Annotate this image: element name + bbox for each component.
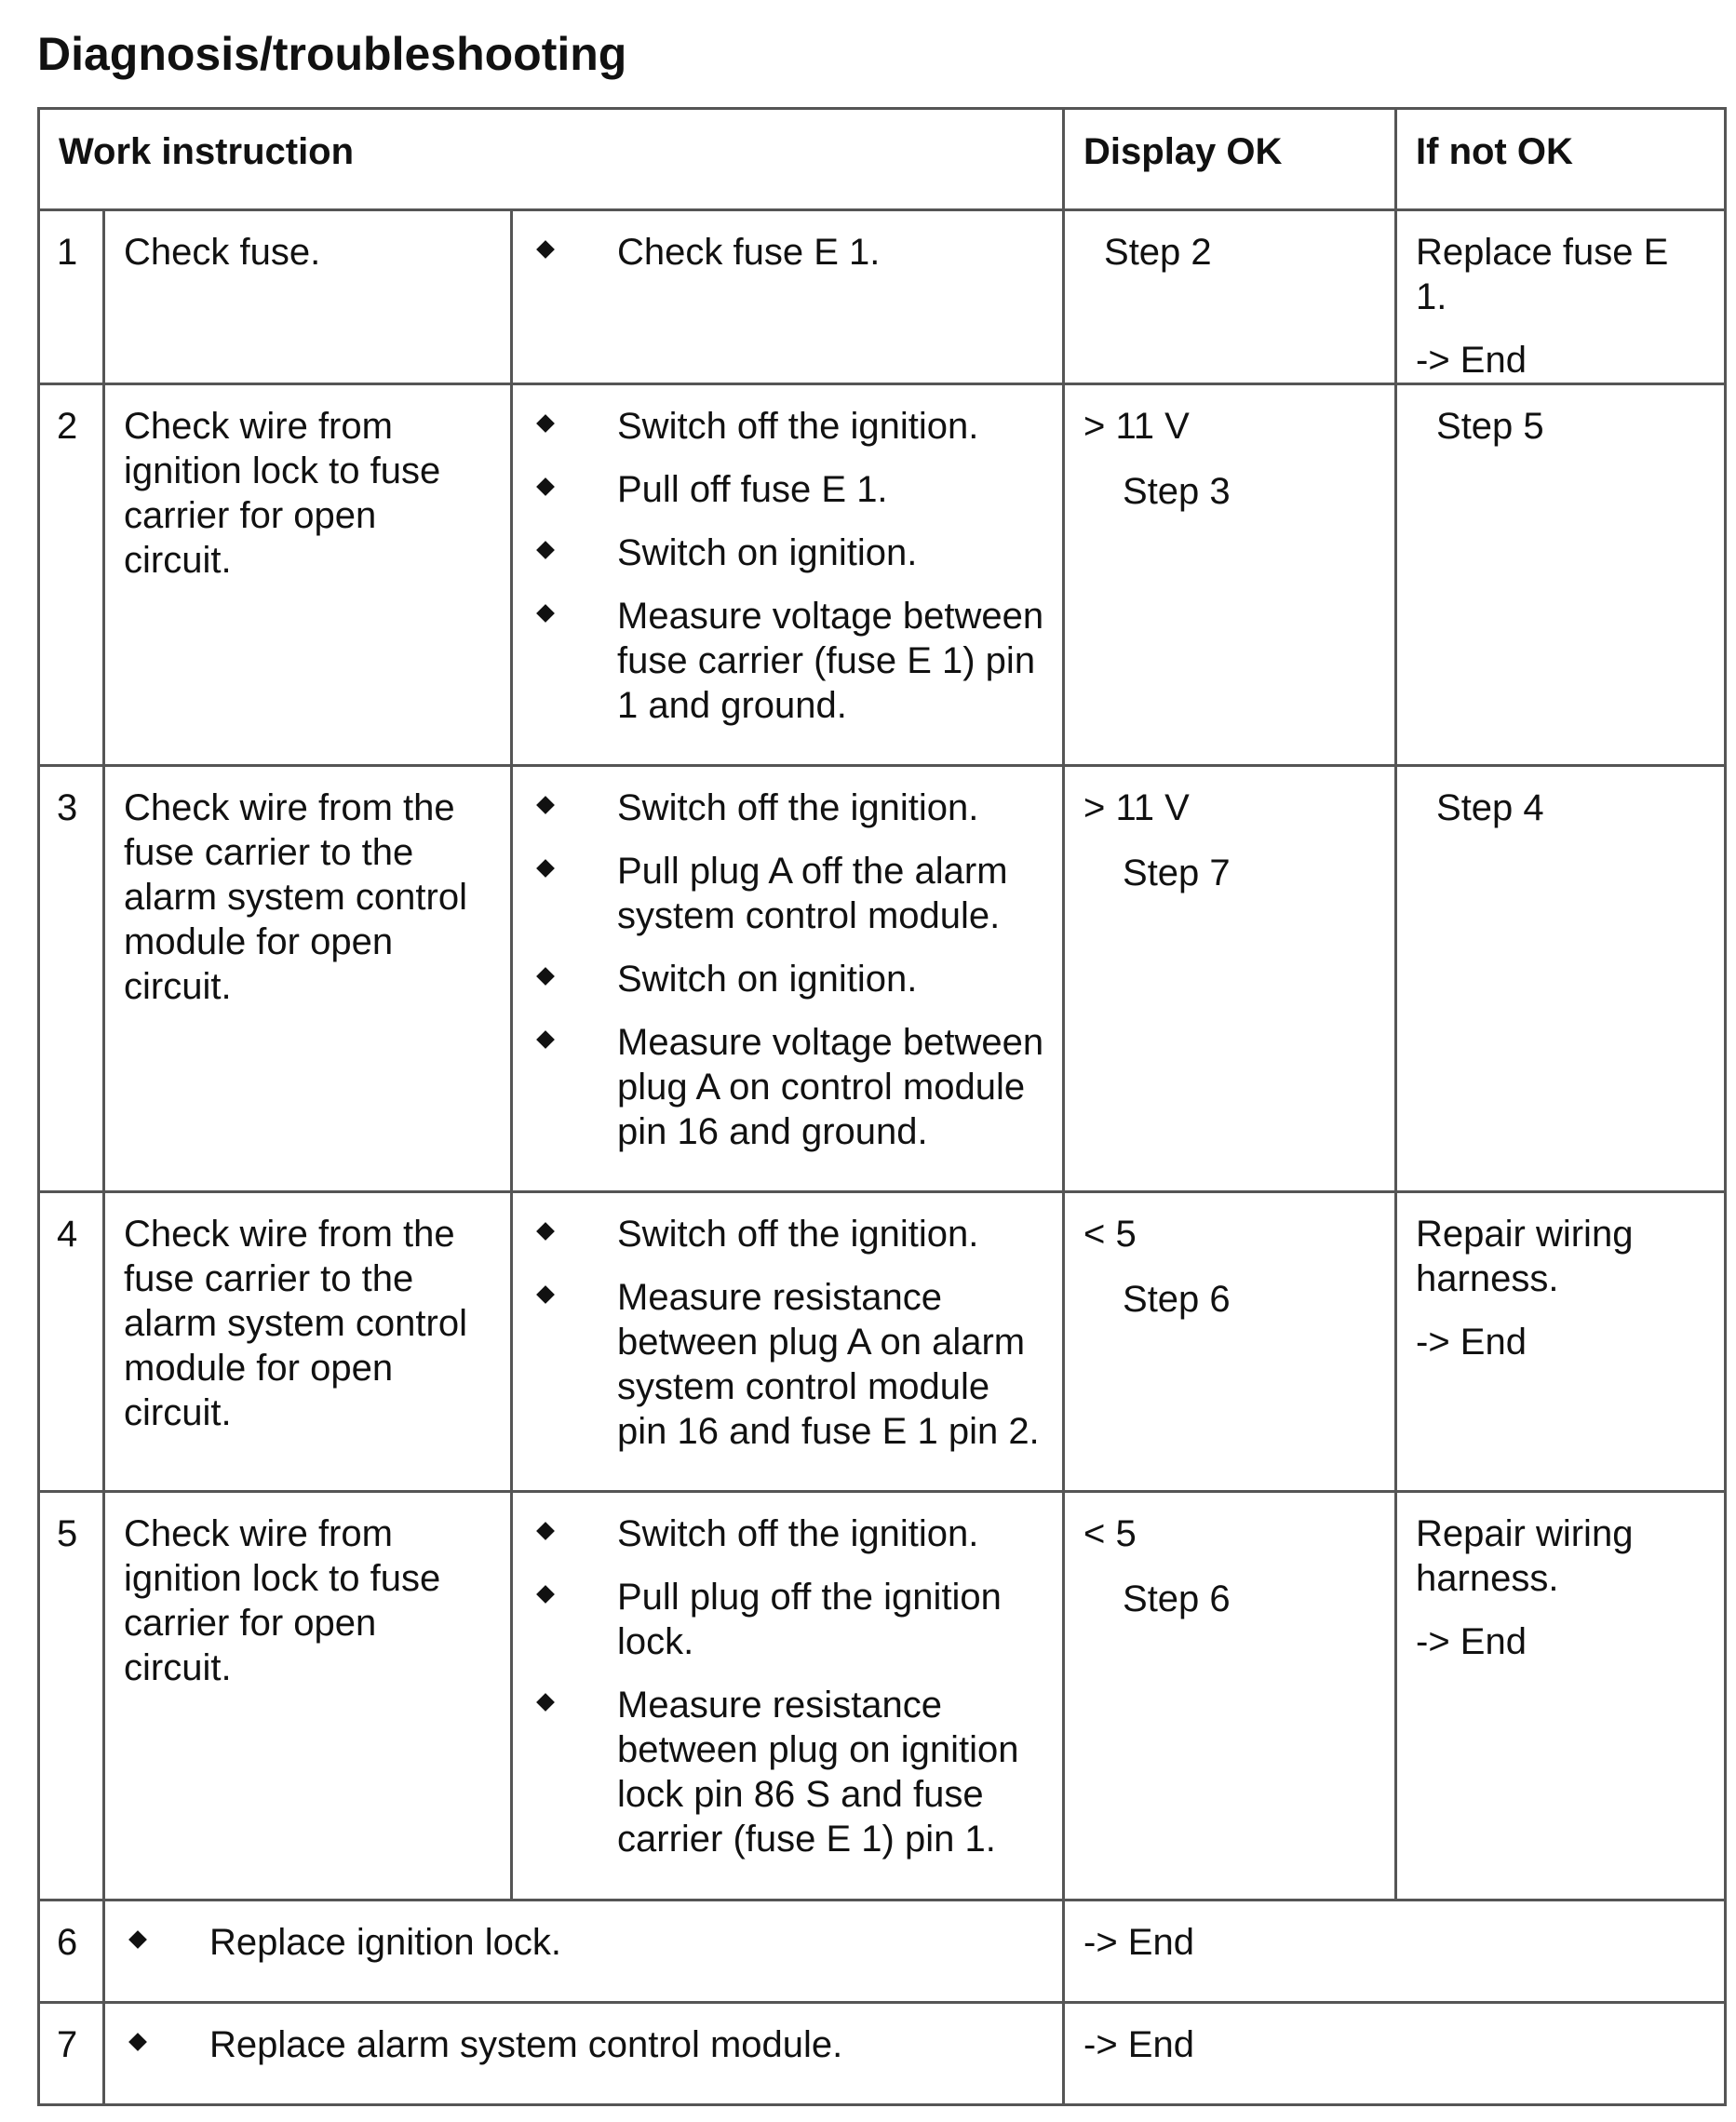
display-ok-step: Step 6 <box>1123 1578 1231 1619</box>
final-instruction <box>104 2003 1064 2105</box>
procedure-step-text: Pull off fuse E 1. <box>617 469 888 510</box>
step-number: 7 <box>39 2003 104 2105</box>
procedure-step-text: Switch off the ignition. <box>617 406 979 447</box>
check-description: Check wire from ignition lock to fuse carrier for open circuit. <box>104 384 512 766</box>
check-description: Check wire from the fuse carrier to the alarm system control module for open circuit. <box>104 1192 512 1492</box>
display-ok-step: Step 3 <box>1123 471 1231 512</box>
procedure-step-text: Switch off the ignition. <box>617 1214 979 1255</box>
procedure-step <box>513 1275 1049 1454</box>
diamond-bullet-icon <box>536 967 555 986</box>
final-result: -> End <box>1064 1900 1726 2003</box>
step-number: 5 <box>39 1492 104 1900</box>
procedure-step-text: Switch on ignition. <box>617 532 918 573</box>
procedure-steps <box>512 210 1064 384</box>
not-ok-action: Replace fuse E 1. <box>1416 232 1669 317</box>
not-ok-action: Repair wiring harness. <box>1416 1214 1634 1299</box>
page-title: Diagnosis/troubleshooting <box>37 28 627 80</box>
display-ok-cell <box>1064 1192 1396 1492</box>
procedure-step <box>513 957 1049 1001</box>
diamond-bullet-icon <box>536 1222 555 1241</box>
procedure-step <box>513 849 1049 938</box>
diamond-bullet-icon <box>128 1930 147 1949</box>
display-ok-cell <box>1064 766 1396 1192</box>
not-ok-step: Step 5 <box>1436 406 1544 447</box>
diamond-bullet-icon <box>536 1522 555 1540</box>
procedure-step <box>513 404 1049 449</box>
diamond-bullet-icon <box>536 541 555 559</box>
step-row <box>39 384 1726 766</box>
step-number: 6 <box>39 1900 104 2003</box>
step-row <box>39 1192 1726 1492</box>
troubleshooting-table <box>37 107 1727 2106</box>
procedure-steps <box>512 1192 1064 1492</box>
step-row <box>39 766 1726 1192</box>
procedure-step <box>513 530 1049 575</box>
if-not-ok-cell <box>1396 766 1726 1192</box>
step-row <box>39 210 1726 384</box>
diamond-bullet-icon <box>536 1285 555 1304</box>
procedure-step-text: Measure voltage between fuse carrier (fuse E 1) pin 1 and ground. <box>617 596 1044 726</box>
if-not-ok-cell <box>1396 1192 1726 1492</box>
step-row <box>39 1492 1726 1900</box>
diamond-bullet-icon <box>536 414 555 433</box>
display-ok-cell <box>1064 1492 1396 1900</box>
header-if-not-ok: If not OK <box>1396 109 1726 210</box>
display-value: > 11 V Step 3 <box>1065 385 1394 514</box>
header-display-ok: Display OK <box>1064 109 1396 210</box>
procedure-step <box>513 1511 1049 1556</box>
final-instruction-text: Replace ignition lock. <box>209 1922 561 1963</box>
not-ok-step: Step 4 <box>1436 787 1544 828</box>
check-description: Check fuse. <box>104 210 512 384</box>
final-instruction <box>104 1900 1064 2003</box>
not-ok-end: -> End <box>1416 1322 1527 1363</box>
header-work-instruction: Work instruction <box>39 109 1064 210</box>
procedure-step <box>513 786 1049 830</box>
procedure-step-text: Check fuse E 1. <box>617 232 881 273</box>
procedure-step-text: Switch on ignition. <box>617 959 918 1000</box>
check-description: Check wire from ignition lock to fuse carrier for open circuit. <box>104 1492 512 1900</box>
final-result: -> End <box>1064 2003 1726 2105</box>
procedure-step <box>513 1212 1049 1256</box>
procedure-step-text: Pull plug off the ignition lock. <box>617 1577 1002 1662</box>
final-step-row <box>39 1900 1726 2003</box>
display-value: > 11 V Step 7 <box>1065 767 1394 895</box>
procedure-step-text: Measure resistance between plug on ignition lock pin 86 S and fuse carrier (fuse E 1) pin 1. <box>617 1685 1019 1860</box>
display-ok-cell <box>1064 210 1396 384</box>
procedure-step <box>513 230 1049 275</box>
diamond-bullet-icon <box>536 1585 555 1604</box>
display-ok-step: Step 7 <box>1123 853 1231 893</box>
diamond-bullet-icon <box>536 1693 555 1712</box>
procedure-step <box>513 1683 1049 1861</box>
diamond-bullet-icon <box>536 1030 555 1049</box>
procedure-step-text: Switch off the ignition. <box>617 1513 979 1554</box>
not-ok-action: Repair wiring harness. <box>1416 1513 1634 1599</box>
procedure-step-text: Measure voltage between plug A on control module pin 16 and ground. <box>617 1022 1044 1152</box>
final-step-row <box>39 2003 1726 2105</box>
display-ok-step: Step 6 <box>1123 1279 1231 1320</box>
display-value: < 5 Step 6 <box>1065 1193 1394 1322</box>
procedure-step <box>513 1575 1049 1664</box>
diamond-bullet-icon <box>536 796 555 814</box>
display-ok-step: Step 2 <box>1104 232 1212 273</box>
if-not-ok-cell <box>1396 1492 1726 1900</box>
procedure-steps <box>512 384 1064 766</box>
procedure-step-text: Switch off the ignition. <box>617 787 979 828</box>
diamond-bullet-icon <box>128 2033 147 2051</box>
step-number: 2 <box>39 384 104 766</box>
step-number: 3 <box>39 766 104 1192</box>
final-instruction-text: Replace alarm system control module. <box>209 2024 843 2065</box>
procedure-step-text: Pull plug A off the alarm system control module. <box>617 851 1008 936</box>
diamond-bullet-icon <box>536 604 555 623</box>
procedure-step-text: Measure resistance between plug A on alarm system control module pin 16 and fuse E 1 pin 2. <box>617 1277 1040 1452</box>
not-ok-end: -> End <box>1416 340 1527 381</box>
diamond-bullet-icon <box>536 240 555 259</box>
step-number: 1 <box>39 210 104 384</box>
check-description: Check wire from the fuse carrier to the alarm system control module for open circuit. <box>104 766 512 1192</box>
procedure-step <box>513 594 1049 728</box>
procedure-steps <box>512 1492 1064 1900</box>
procedure-steps <box>512 766 1064 1192</box>
procedure-step <box>513 467 1049 512</box>
step-number: 4 <box>39 1192 104 1492</box>
not-ok-end: -> End <box>1416 1621 1527 1662</box>
display-ok-cell <box>1064 384 1396 766</box>
if-not-ok-cell <box>1396 210 1726 384</box>
display-value: < 5 Step 6 <box>1065 1493 1394 1621</box>
diamond-bullet-icon <box>536 859 555 878</box>
header-row <box>39 109 1726 210</box>
procedure-step <box>513 1020 1049 1154</box>
if-not-ok-cell <box>1396 384 1726 766</box>
diamond-bullet-icon <box>536 477 555 496</box>
